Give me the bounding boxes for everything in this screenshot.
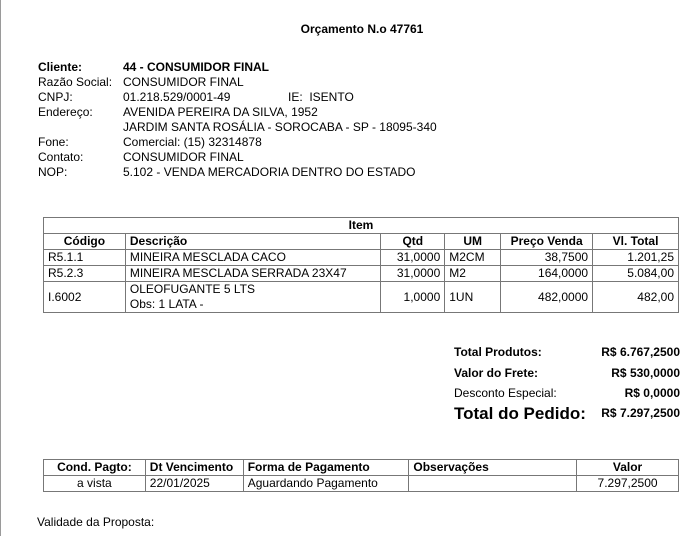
- payment-table: [43, 459, 679, 492]
- column-header: Forma de Pagamento: [243, 460, 409, 476]
- cell-qtd: 1,0000: [381, 282, 445, 313]
- cell-codigo: R5.2.3: [44, 266, 126, 282]
- column-header: Valor: [577, 460, 679, 476]
- page-left-border: [0, 0, 1, 536]
- table-row: [44, 282, 679, 313]
- cliente-label: Cliente:: [38, 60, 83, 74]
- cell-total: 5.084,00: [593, 266, 679, 282]
- item-description: OLEOFUGANTE 5 LTS: [129, 282, 256, 296]
- cell-um: M2CM: [445, 250, 501, 266]
- table-row: [44, 266, 679, 282]
- cell-preco: 38,7500: [501, 250, 593, 266]
- razao-social-label: Razão Social:: [38, 75, 113, 89]
- column-header: UM: [445, 234, 501, 250]
- column-header: Descrição: [125, 234, 380, 250]
- cell-cond-pagto: a vista: [44, 476, 146, 492]
- cell-vencimento: 22/01/2025: [145, 476, 243, 492]
- ie-value: IE: ISENTO: [288, 90, 354, 104]
- cell-um: M2: [445, 266, 501, 282]
- table-row: [44, 476, 679, 492]
- column-header: Vl. Total: [593, 234, 679, 250]
- total-produtos-value: R$ 6.767,2500: [601, 345, 680, 359]
- cell-preco: 164,0000: [501, 266, 593, 282]
- column-header: Preço Venda: [501, 234, 593, 250]
- cnpj-value: 01.218.529/0001-49: [123, 90, 231, 104]
- fone-value: Comercial: (15) 32314878: [123, 135, 262, 149]
- column-header: Qtd: [381, 234, 445, 250]
- payment-table-header: [44, 460, 679, 476]
- item-obs: Obs: 1 LATA -: [129, 297, 204, 311]
- total-produtos-label: Total Produtos:: [454, 345, 542, 359]
- cell-valor: 7.297,2500: [577, 476, 679, 492]
- table-row: [44, 250, 679, 266]
- razao-social-value: CONSUMIDOR FINAL: [123, 75, 244, 89]
- document-title: Orçamento N.o 47761: [300, 22, 424, 36]
- client-info: [38, 60, 678, 180]
- fone-label: Fone:: [38, 135, 69, 149]
- cell-total: 482,00: [593, 282, 679, 313]
- valor-frete-value: R$ 530,0000: [611, 366, 680, 380]
- nop-value: 5.102 - VENDA MERCADORIA DENTRO DO ESTADO: [123, 165, 416, 179]
- column-header: Código: [44, 234, 126, 250]
- total-pedido-label: Total do Pedido:: [454, 404, 586, 423]
- cell-descricao: MINEIRA MESCLADA CACO: [125, 250, 380, 266]
- cliente-value: 44 - CONSUMIDOR FINAL: [123, 60, 270, 74]
- endereco-label: Endereço:: [38, 105, 93, 119]
- items-table-caption: Item: [44, 218, 679, 234]
- cell-descricao: [125, 282, 380, 313]
- column-header: Cond. Pagto:: [44, 460, 146, 476]
- cnpj-label: CNPJ:: [38, 90, 73, 104]
- contato-value: CONSUMIDOR FINAL: [123, 150, 244, 164]
- cell-um: 1UN: [445, 282, 501, 313]
- cell-codigo: R5.1.1: [44, 250, 126, 266]
- cell-qtd: 31,0000: [381, 250, 445, 266]
- items-table-header: [44, 234, 679, 250]
- desconto-label: Desconto Especial:: [454, 386, 557, 400]
- validade-proposta: Validade da Proposta:: [37, 515, 155, 529]
- column-header: Dt Vencimento: [145, 460, 243, 476]
- desconto-value: R$ 0,0000: [624, 386, 680, 400]
- column-header: Observações: [409, 460, 577, 476]
- total-pedido-value: R$ 7.297,2500: [601, 406, 680, 420]
- endereco-line-2: JARDIM SANTA ROSÁLIA - SOROCABA - SP - 18095-340: [123, 120, 437, 134]
- items-table: [43, 217, 679, 313]
- totals-block: [454, 345, 680, 430]
- cell-total: 1.201,25: [593, 250, 679, 266]
- cell-codigo: I.6002: [44, 282, 126, 313]
- cell-preco: 482,0000: [501, 282, 593, 313]
- cell-qtd: 31,0000: [381, 266, 445, 282]
- cell-observacoes: [409, 476, 577, 492]
- contato-label: Contato:: [38, 150, 84, 164]
- endereco-line-1: AVENIDA PEREIRA DA SILVA, 1952: [123, 105, 318, 119]
- cell-forma-pagamento: Aguardando Pagamento: [243, 476, 409, 492]
- nop-label: NOP:: [38, 165, 68, 179]
- cell-descricao: MINEIRA MESCLADA SERRADA 23X47: [125, 266, 380, 282]
- valor-frete-label: Valor do Frete:: [454, 366, 539, 380]
